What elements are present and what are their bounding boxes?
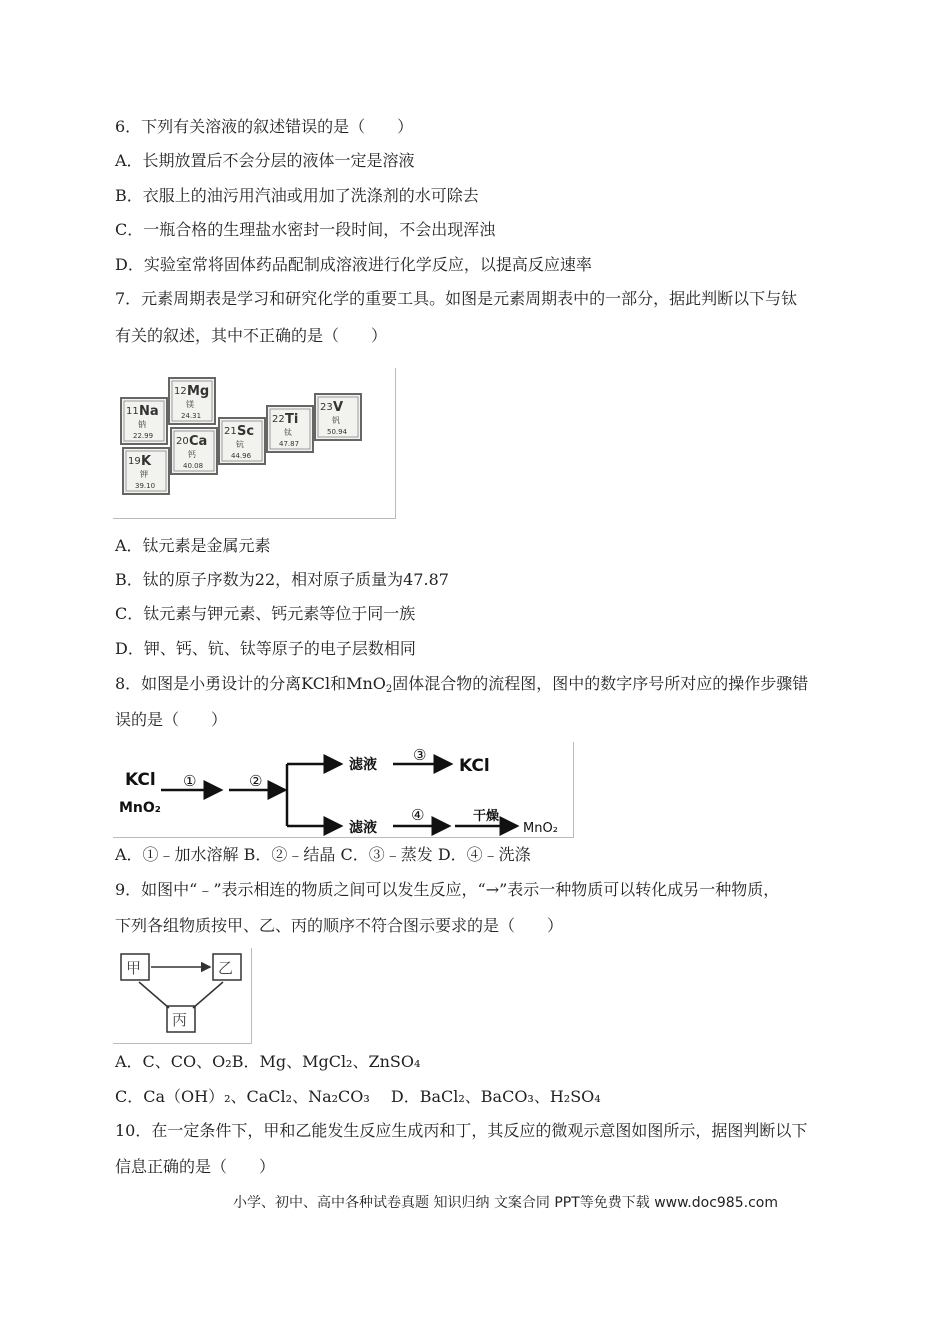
q8-stem-line2: 误的是（ ）: [115, 710, 228, 729]
element-mass: 50.94: [327, 428, 348, 436]
element-mass: 40.08: [183, 462, 204, 470]
page-footer: 小学、初中、高中各种试卷真题 知识归纳 文案合同 PPT等免费下载 www.doc985.com: [233, 1195, 778, 1211]
element-mass: 22.99: [133, 432, 154, 440]
flow-kcl-output: KCl: [459, 756, 490, 776]
q6-option-c: C．一瓶合格的生理盐水密封一段时间，不会出现浑浊: [115, 220, 496, 239]
element-name: 钾: [140, 470, 148, 479]
element-number: 19: [128, 456, 141, 467]
element-symbol: Na: [139, 404, 159, 419]
element-number: 23: [320, 402, 333, 413]
flow-dry-label: 干燥: [473, 809, 500, 824]
q9-stem-line1: 9．如图中“﹣”表示相连的物质之间可以发生反应，“→”表示一种物质可以转化成另一种物质，: [115, 880, 780, 899]
q7-option-a: A．钛元素是金属元素: [115, 536, 271, 555]
element-name: 钪: [236, 440, 244, 449]
separation-flowchart: [113, 742, 574, 838]
flow-step1: ①: [183, 772, 197, 790]
q10-stem-line2: 信息正确的是（ ）: [115, 1157, 276, 1176]
element-mass: 44.96: [231, 452, 252, 460]
flow-filtrate-bottom: 滤液: [349, 820, 377, 836]
flow-filtrate-top: 滤液: [349, 757, 377, 773]
element-number: 21: [224, 426, 237, 437]
diagram-jia: 甲: [126, 959, 142, 977]
element-symbol: Ti: [285, 412, 299, 427]
q7-option-d: D．钾、钙、钪、钛等原子的电子层数相同: [115, 639, 416, 658]
element-number: 22: [272, 414, 285, 425]
q8-stem-line1: 8．如图是小勇设计的分离KCl和MnO$_2$固体混合物的流程图，图中的数字序号所对应的操作步骤错: [115, 674, 809, 695]
q7-stem-line1: 7．元素周期表是学习和研究化学的重要工具。如图是元素周期表中的一部分，据此判断以下与钛: [115, 289, 798, 308]
q7-stem-line2: 有关的叙述，其中不正确的是（ ）: [115, 326, 388, 345]
element-symbol: V: [333, 400, 344, 415]
flow-kcl-label: KCl: [125, 770, 156, 790]
element-cell-v: [315, 394, 361, 440]
q9-options-ab: A．C、CO、O₂B．Mg、MgCl₂、ZnSO₄: [115, 1052, 421, 1071]
flow-step3: ③: [413, 746, 427, 764]
element-name: 镁: [186, 400, 194, 409]
flow-mno2-label: MnO₂: [119, 800, 161, 816]
q9-stem-line2: 下列各组物质按甲、乙、丙的顺序不符合图示要求的是（ ）: [115, 916, 564, 935]
q9-options-cd: C．Ca（OH）₂、CaCl₂、Na₂CO₃ D．BaCl₂、BaCO₃、H₂SO₄: [115, 1087, 601, 1106]
element-symbol: Sc: [237, 424, 255, 439]
element-mass: 39.10: [135, 482, 156, 490]
q8-options: A．①﹣加水溶解 B．②﹣结晶 C．③﹣蒸发 D．④﹣洗涤: [115, 845, 531, 864]
q6-option-d: D．实验室常将固体药品配制成溶液进行化学反应，以提高反应速率: [115, 255, 592, 274]
flow-step4: ④: [411, 806, 425, 824]
element-name: 钒: [332, 416, 340, 425]
element-number: 20: [176, 436, 189, 447]
element-cell-na: [121, 398, 167, 444]
element-number: 11: [126, 406, 139, 417]
element-symbol: Mg: [187, 384, 210, 399]
q6-option-a: A．长期放置后不会分层的液体一定是溶液: [115, 151, 415, 170]
element-cell-mg: [169, 378, 215, 424]
q10-stem-line1: 10．在一定条件下，甲和乙能发生反应生成丙和丁，其反应的微观示意图如图所示，据图判断以下: [115, 1121, 808, 1140]
q7-option-b: B．钛的原子序数为22，相对原子质量为47.87: [115, 570, 449, 589]
triangle-relation-diagram: [113, 948, 252, 1044]
element-mass: 47.87: [279, 440, 300, 448]
element-name: 钠: [138, 420, 146, 429]
element-number: 12: [174, 386, 187, 397]
element-symbol: Ca: [189, 434, 208, 449]
q6-stem: 6．下列有关溶液的叙述错误的是（ ）: [115, 117, 414, 136]
element-symbol: K: [141, 454, 152, 469]
element-cell-ti: [267, 406, 313, 452]
element-mass: 24.31: [181, 412, 202, 420]
element-cell-k: [123, 448, 169, 494]
element-cell-ca: [171, 428, 217, 474]
q6-option-b: B．衣服上的油污用汽油或用加了洗涤剂的水可除去: [115, 186, 479, 205]
element-name: 钛: [284, 428, 292, 437]
periodic-table-figure: [113, 368, 396, 519]
flow-step2: ②: [249, 772, 263, 790]
element-cell-sc: [219, 418, 265, 464]
q7-option-c: C．钛元素与钾元素、钙元素等位于同一族: [115, 604, 416, 623]
diagram-yi: 乙: [218, 959, 234, 977]
flow-mno2-output: MnO₂: [523, 821, 558, 836]
element-name: 钙: [188, 450, 196, 459]
diagram-bing: 丙: [172, 1011, 188, 1029]
